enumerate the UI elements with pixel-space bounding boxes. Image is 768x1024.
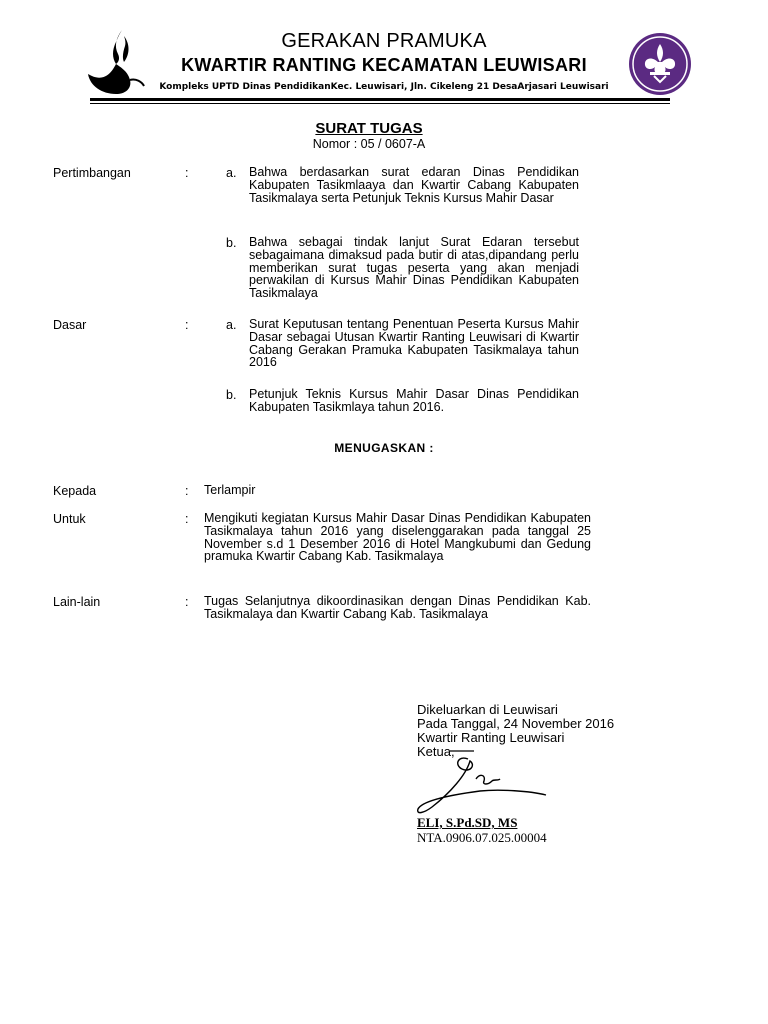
signer-name: ELI, S.Pd.SD, MS (417, 815, 518, 830)
org-address: Kompleks UPTD Dinas PendidikanKec. Leuwisari, Jln. Cikeleng 21 DesaArjasari Leuwisari (159, 82, 609, 92)
untuk-label: Untuk (53, 512, 86, 526)
issued-at: Dikeluarkan di Leuwisari (417, 702, 558, 717)
issued-date: Pada Tanggal, 24 November 2016 (417, 716, 615, 731)
dasar-item-a: Surat Keputusan tentang Penentuan Peserta Kursus Mahir Dasar sebagai Utusan Kwartir Ranting Leuwisari di Kwartir Cabang Gerakan Pramuka Kabupaten Tasikmalaya tahun 2016 (249, 317, 579, 370)
dasar-label: Dasar (53, 318, 87, 332)
pertimbangan-label: Pertimbangan (53, 166, 131, 180)
pertimbangan-item-a: Bahwa berdasarkan surat edaran Dinas Pendidikan Kabupaten Tasikmlaaya dan Kwartir Cabang Kabupaten Tasikmalaya serta Petunjuk Teknis Kursus Mahir Dasar (249, 165, 579, 205)
dasar-colon: : (185, 318, 189, 332)
pertimbangan-marker-b: b. (226, 236, 237, 250)
handwritten-signature (410, 745, 560, 820)
document-title: SURAT TUGAS (315, 120, 423, 137)
menugaskan-heading: MENUGASKAN : (334, 441, 434, 455)
pertimbangan-marker-a: a. (226, 166, 237, 180)
kepada-label: Kepada (53, 484, 97, 498)
header-divider-thick (90, 98, 670, 101)
pertimbangan-item-b: Bahwa sebagai tindak lanjut Surat Edaran tersebut sebagaimana dimaksud pada butir di atas,dipandang perlu memberikan surat tugas peserta yang akan menjadi perwakilan di Kursus Mahir Dinas Pendidikan Kabupaten Tasikmalaya (249, 235, 579, 301)
untuk-value: Mengikuti kegiatan Kursus Mahir Dasar Dinas Pendidikan Kabupaten Tasikmalaya tahun 2016 yang diselenggarakan pada tanggal 25 November s.d 1 Desember 2016 di Hotel Mangkubumi dan Gedung pramuka Kwartir Cabang Kab. Tasikmalaya (204, 511, 591, 564)
header-divider-thin (90, 103, 670, 104)
dasar-item-b: Petunjuk Teknis Kursus Mahir Dasar Dinas Pendidikan Kabupaten Tasikmlaya tahun 2016. (249, 387, 579, 414)
signer-nta: NTA.0906.07.025.00004 (417, 830, 547, 845)
lain-lain-value: Tugas Selanjutnya dikoordinasikan dengan Dinas Pendidikan Kab. Tasikmalaya dan Kwartir Cabang Kab. Tasikmalaya (204, 594, 591, 621)
lain-lain-colon: : (185, 595, 189, 609)
document-number: Nomor : 05 / 0607-A (312, 137, 426, 151)
untuk-colon: : (185, 512, 189, 526)
org-name: GERAKAN PRAMUKA (281, 30, 487, 52)
dasar-marker-b: b. (226, 388, 237, 402)
pertimbangan-colon: : (185, 166, 189, 180)
kepada-value: Terlampir (204, 483, 256, 497)
dasar-marker-a: a. (226, 318, 237, 332)
issuing-office: Kwartir Ranting Leuwisari (417, 730, 565, 745)
signer-position: Ketua, (417, 744, 455, 759)
org-unit: KWARTIR RANTING KECAMATAN LEUWISARI (181, 55, 587, 75)
kepada-colon: : (185, 484, 189, 498)
lain-lain-label: Lain-lain (53, 595, 101, 609)
